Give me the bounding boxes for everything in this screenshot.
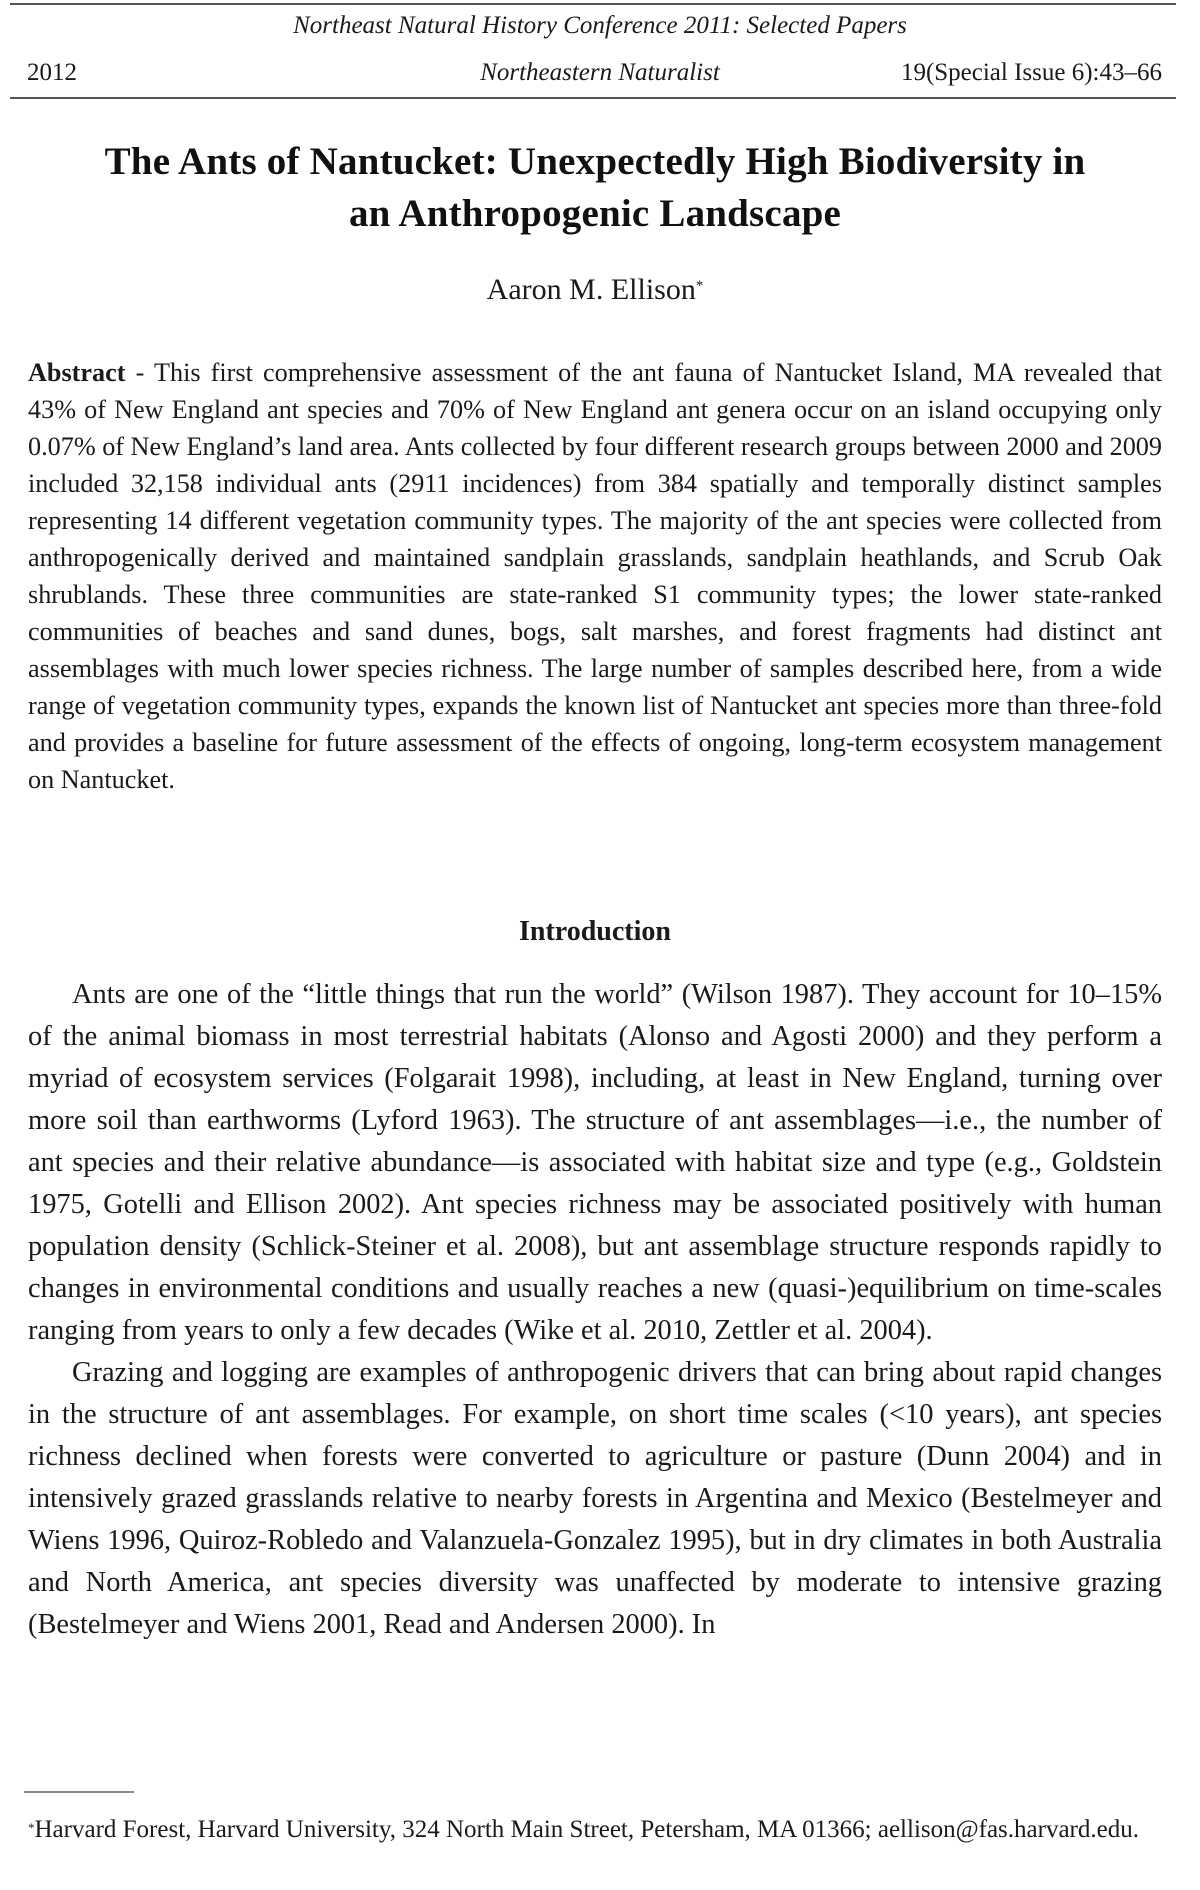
body-paragraph: Grazing and logging are examples of anthropogenic drivers that can bring about rapid changes in the structure of ant assemblages. For example, on short time scales (<10 years), ant species richness declined when forests were converted to agriculture or pasture (Dunn 2004) and in intensively grazed grasslands relative to nearby forests in Argentina and Mexico (Bestelmeyer and Wiens 1996, Quiroz-Robledo and Valanzuela-Gonzalez 1995), but in dry climates in both Australia and North America, ant species diversity was unaffected by moderate to intensive grazing (Bestelmeyer and Wiens 2001, Read and Andersen 2000). In xyxy=(28,1357,1162,1640)
footnote-mark: * xyxy=(28,1820,35,1835)
footnote-text: Harvard Forest, Harvard University, 324 North Main Street, Petersham, MA 01366; aellison@fas.harvard.edu. xyxy=(34,1816,1139,1843)
footnote-rule xyxy=(24,1791,134,1793)
author-name: Aaron M. Ellison xyxy=(486,273,696,306)
section-heading-introduction: Introduction xyxy=(519,916,671,947)
abstract-label: Abstract xyxy=(28,358,126,387)
author-footnote-mark[interactable]: * xyxy=(695,278,704,294)
top-rule xyxy=(10,3,1176,5)
article-title-line-1: The Ants of Nantucket: Unexpectedly High Biodiversity in xyxy=(104,140,1086,183)
abstract-separator: - xyxy=(125,358,154,387)
header-bottom-rule xyxy=(10,97,1176,99)
footnote xyxy=(28,1812,1162,1847)
abstract xyxy=(28,354,1162,798)
introduction-body xyxy=(28,974,1162,1646)
article-title xyxy=(28,136,1162,240)
abstract-text: This first comprehensive assessment of the ant fauna of Nantucket Island, MA revealed that 43% of New England ant species and 70% of New England ant genera occur on an island occupying only 0.07% of New England’s land area. Ants collected by four different research groups between 2000 and 2009 included 32,158 individual ants (2911 incidences) from 384 spatially and temporally distinct samples representing 14 different vegetation community types. The majority of the ant species were collected from anthropogenically derived and maintained sandplain grasslands, sandplain heathlands, and Scrub Oak shrublands. These three communities are state-ranked S1 community types; the lower state-ranked communities of beaches and sand dunes, bogs, salt marshes, and forest fragments had distinct ant assemblages with much lower species richness. The large number of samples described here, from a wide range of vegetation community types, expands the known list of Nantucket ant species more than three-fold and provides a baseline for future assessment of the effects of ongoing, long-term ecosystem management on Nantucket. xyxy=(28,358,1163,794)
journal-name: Northeastern Naturalist xyxy=(480,59,720,86)
body-paragraph: Ants are one of the “little things that run the world” (Wilson 1987). They account for 10–15% of the animal biomass in most terrestrial habitats (Alonso and Agosti 2000) and they perform a myriad of ecosystem services (Folgarait 1998), including, at least in New England, turning over more soil than earthworms (Lyford 1963). The structure of ant assemblages—i.e., the number of ant species and their relative abundance—is associated with habitat size and type (e.g., Goldstein 1975, Gotelli and Ellison 2002). Ant species richness may be associated positively with human population density (Schlick-Steiner et al. 2008), but ant assemblage structure responds rapidly to changes in environmental conditions and usually reaches a new (quasi-)equilibrium on time-scales ranging from years to only a few decades (Wike et al. 2010, Zettler et al. 2004). xyxy=(28,979,1162,1346)
running-head-year: 2012 xyxy=(27,59,77,86)
author-line xyxy=(28,272,1162,308)
article-title-line-2: an Anthropogenic Landscape xyxy=(348,192,842,235)
volume-pages: 19(Special Issue 6):43–66 xyxy=(900,59,1162,86)
conference-title: Northeast Natural History Conference 2011: Selected Papers xyxy=(293,12,907,39)
